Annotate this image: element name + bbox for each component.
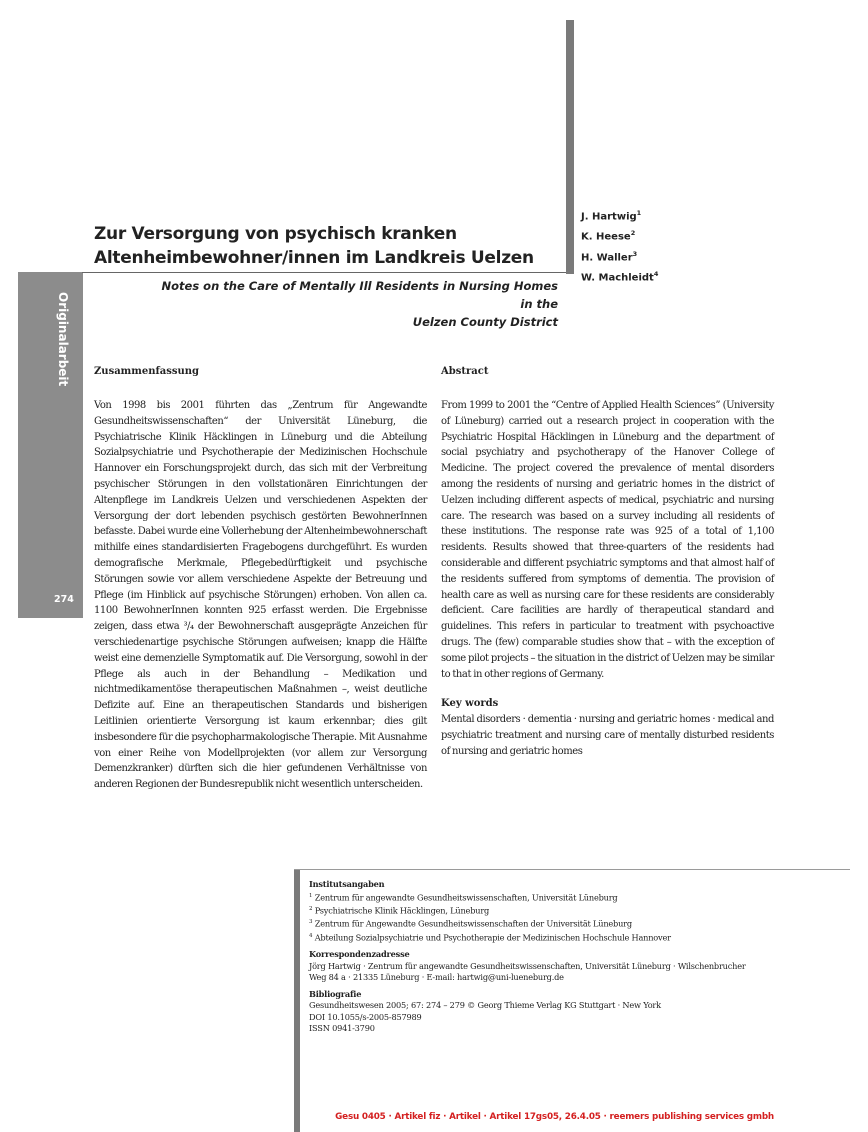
bibliography-line: Gesundheitswesen 2005; 67: 274 – 279 © Georg Thieme Verlag KG Stuttgart · New York [309, 1000, 661, 1011]
institution-line [309, 917, 779, 930]
institution-text: Zentrum für Angewandte Gesundheitswissenschaften der Universität Lüneburg [314, 918, 632, 929]
affiliation-mark: 1 [309, 892, 313, 899]
institution-line [309, 931, 779, 944]
institution-line [309, 891, 779, 904]
affiliation-mark: 1 [636, 209, 642, 217]
article-title [94, 222, 564, 270]
correspondence-line: Jörg Hartwig · Zentrum für angewandte Gesundheitswissenschaften, Universität Lüneburg · Wilschenbrucher [309, 960, 746, 971]
institution-text: Abteilung Sozialpsychiatrie und Psychotherapie der Medizinischen Hochschule Hannover [314, 932, 671, 943]
author-name: J. Hartwig [581, 211, 637, 223]
affiliation-mark: 2 [309, 905, 313, 912]
author-list [581, 205, 658, 286]
abstract-heading: Abstract [441, 366, 489, 377]
zusammenfassung-section [94, 364, 427, 793]
title-line: Zur Versorgung von psychisch kranken [94, 224, 457, 244]
affiliation-mark: 4 [653, 269, 659, 278]
sidebar-tab [18, 272, 83, 618]
subtitle-line: Notes on the Care of Mentally Ill Residents in Nursing Homes in the [161, 279, 558, 311]
title-divider [82, 272, 566, 273]
article-subtitle [150, 277, 558, 331]
bibliography-line: ISSN 0941-3790 [309, 1023, 375, 1034]
correspondence-block [309, 949, 779, 984]
author [581, 246, 658, 266]
keywords-text: Mental disorders · dementia · nursing and geriatric homes · medical and psychiatric treatment and nursing care of mentally disturbed residents of nursing and geriatric homes [441, 714, 774, 757]
author-name: K. Heese [581, 231, 631, 243]
production-stamp: Gesu 0405 · Artikel fiz · Artikel · Artikel 17gs05, 26.4.05 · reemers publishing services gmbh [335, 1112, 774, 1122]
abstract-section [441, 364, 774, 760]
bibliography-line: DOI 10.1055/s-2005-857989 [309, 1011, 422, 1022]
author [581, 225, 658, 245]
keywords-heading: Key words [441, 698, 499, 710]
footer-divider [294, 869, 850, 870]
author-name: W. Machleidt [581, 272, 654, 284]
author-name: H. Waller [581, 251, 633, 263]
footer-vertical-bar [294, 869, 300, 1132]
institution-text: Zentrum für angewandte Gesundheitswissenschaften, Universität Lüneburg [314, 892, 618, 903]
affiliation-mark: 2 [630, 229, 636, 238]
correspondence-line: Weg 84 a · 21335 Lüneburg · E-mail: hartwig@uni-lueneburg.de [309, 972, 564, 983]
subtitle-line: Uelzen County District [412, 315, 558, 329]
zusammenfassung-heading: Zusammenfassung [94, 366, 200, 377]
institution-line [309, 904, 779, 917]
institution-text: Psychiatrische Klinik Häcklingen, Lüneburg [314, 905, 490, 916]
affiliation-mark: 4 [309, 932, 313, 939]
abstract-text: From 1999 to 2001 the “Centre of Applied Health Sciences” (University of Lüneburg) carried out a research project in cooperation with the Psychiatric Hospital Häcklingen in Lüneburg and the department of social psychiatry and psychotherapy of the Hanover College of Medicine. The project covered the prevalence of mental disorders among the residents of nursing and geriatric homes in the district of Uelzen including different aspects of medical, psychiatric and nursing care. The research was based on a survey including all residents of these institutions. The response rate was 925 of a total of 1,100 residents. Results showed that three-quarters of the residents had considerable and different psychiatric symptoms and that almost half of the residents suffered from symptoms of dementia. The provision of health care as well as nursing care for these residents are considerably deficient. Care facilities are hardly of therapeutical standard and guidelines. This refers in particular to treatment with psychoactive drugs. The (few) comparable studies show that – with the exception of some pilot projects – the situation in the district of Uelzen may be similar to that in other regions of Germany. [441, 400, 774, 680]
affiliation-mark: 3 [632, 249, 638, 258]
institutions-heading: Institutsangaben [309, 879, 385, 889]
bibliography-heading: Bibliografie [309, 988, 362, 999]
article-info-footer [309, 879, 779, 1040]
title-line: Altenheimbewohner/innen im Landkreis Uelzen [94, 248, 534, 268]
institutions-block [309, 879, 779, 944]
bibliography-block [309, 989, 779, 1035]
zusammenfassung-text: Von 1998 bis 2001 führten das „Zentrum für Angewandte Gesundheitswissenschaften“ der Universität Lüneburg, die Psychiatrische Klinik Häcklingen in Lüneburg und die Abteilung Sozialpsychiatrie und Psychotherapie der Medizinischen Hochschule Hannover ein Forschungsprojekt durch, das sich mit der Verbreitung psychischer Störungen in den vollstationären Einrichtungen der Altenpflege im Landkreis Uelzen und verschiedenen Aspekten der Versorgung der dort lebenden psychisch gestörten BewohnerInnen befasste. Dabei wurde eine Vollerhebung der Altenheimbewohnerschaft mithilfe eines standardisierten Fragebogens durchgeführt. Es wurden demografische Merkmale, Pflegebedürftigkeit und psychische Störungen sowie vor allem verschiedene Aspekte der Betreuung und Pflege (im Hinblick auf psychische Störungen) erhoben. Von allen ca. 1100 BewohnerInnen konnten 925 erfasst werden. Die Ergebnisse zeigen, dass etwa ³/₄ der Bewohnerschaft ausgeprägte Anzeichen für verschiedenartige psychische Störungen aufweisen; knapp die Hälfte weist eine demenzielle Symptomatik auf. Die Versorgung, sowohl in der Pflege als auch in der Behandlung – Medikation und nichtmedikamentöse therapeutischen Maßnahmen –, weist deutliche Defizite auf. Eine an therapeutischen Standards und bisherigen Leitlinien orientierte Versorgung ist kaum erkennbar; dies gilt insbesondere für die psychopharmakologische Therapie. Mit Ausnahme von einer Reihe von Modellprojekten (vor allem zur Versorgung Demenzkranker) dürften sich die hier gefundenen Verhältnisse von anderen Regionen der Bundesrepublik nicht wesentlich unterscheiden. [94, 400, 427, 791]
top-vertical-bar [566, 20, 574, 274]
sidebar-label: Originalarbeit [56, 292, 70, 387]
author [581, 266, 658, 286]
affiliation-mark: 3 [309, 919, 313, 926]
page-number: 274 [54, 594, 74, 605]
author [581, 205, 658, 225]
correspondence-heading: Korrespondenzadresse [309, 948, 410, 959]
